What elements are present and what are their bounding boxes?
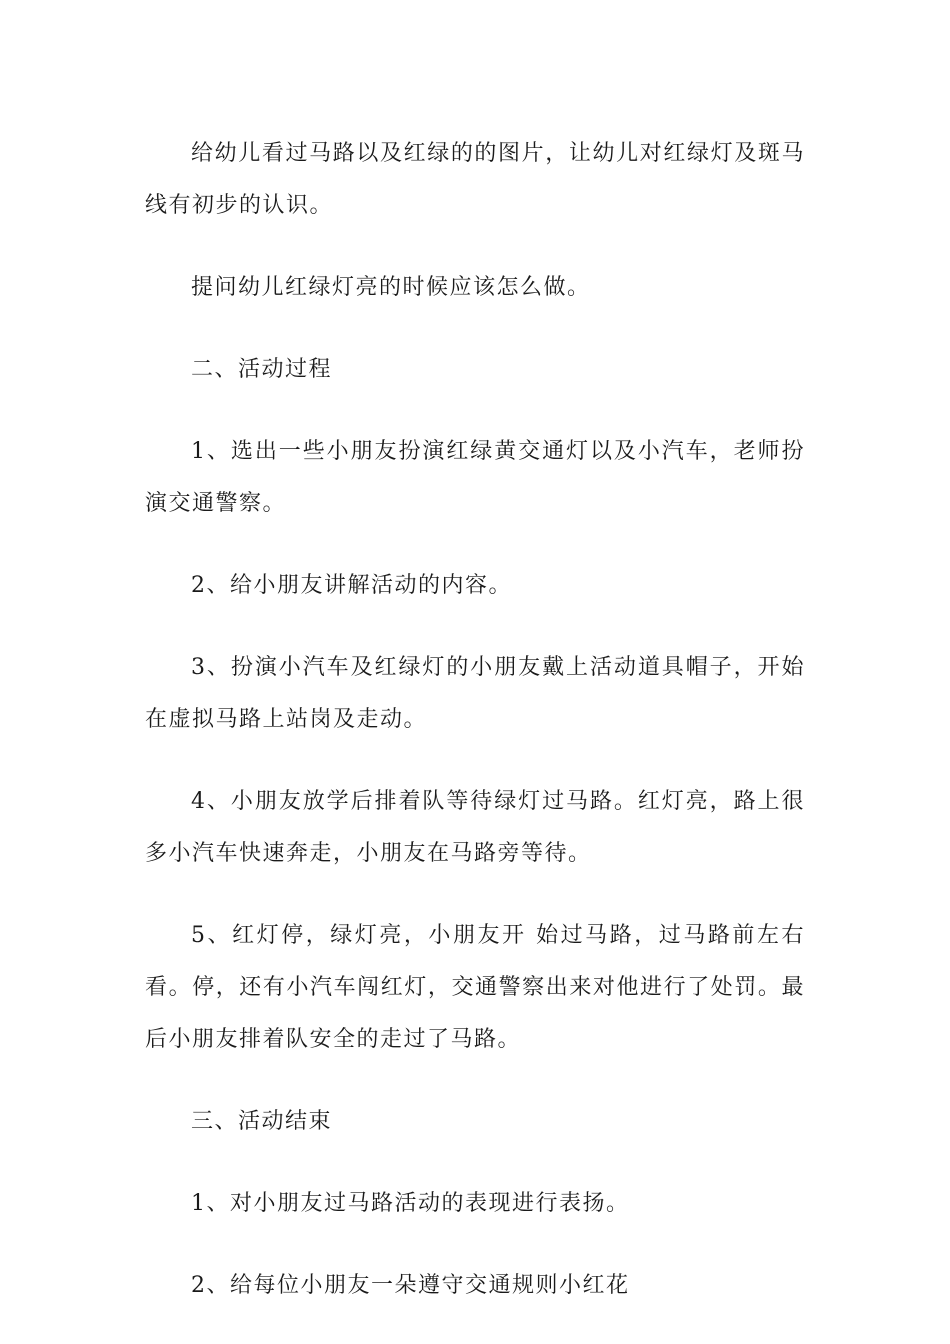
section-heading-process: 二、活动过程 <box>191 357 333 382</box>
paragraph-step-3: 3、扮演小汽车及红绿灯的小朋友戴上活动道具帽子，开始在虚拟马路上站岗及走动。 <box>145 655 805 732</box>
paragraph-step-2: 2、给小朋友讲解活动的内容。 <box>191 573 512 598</box>
paragraph-end-2: 2、给每位小朋友一朵遵守交通规则小红花 <box>191 1273 630 1298</box>
document-body <box>145 128 805 1312</box>
paragraph-step-5: 5、红灯停，绿灯亮，小朋友开 始过马路，过马路前左右看。停，还有小汽车闯红灯，交通警察出来对他进行了处罚。最后小朋友排着队安全的走过了马路。 <box>145 923 805 1052</box>
paragraph-step-4: 4、小朋友放学后排着队等待绿灯过马路。红灯亮，路上很多小汽车快速奔走，小朋友在马路旁等待。 <box>145 789 805 866</box>
section-heading-end: 三、活动结束 <box>191 1109 333 1134</box>
paragraph-intro-pictures: 给幼儿看过马路以及红绿的的图片，让幼儿对红绿灯及斑马线有初步的认识。 <box>145 141 805 218</box>
paragraph-step-1: 1、选出一些小朋友扮演红绿黄交通灯以及小汽车，老师扮演交通警察。 <box>145 439 805 516</box>
paragraph-question: 提问幼儿红绿灯亮的时候应该怎么做。 <box>191 275 591 300</box>
paragraph-end-1: 1、对小朋友过马路活动的表现进行表扬。 <box>191 1191 630 1216</box>
